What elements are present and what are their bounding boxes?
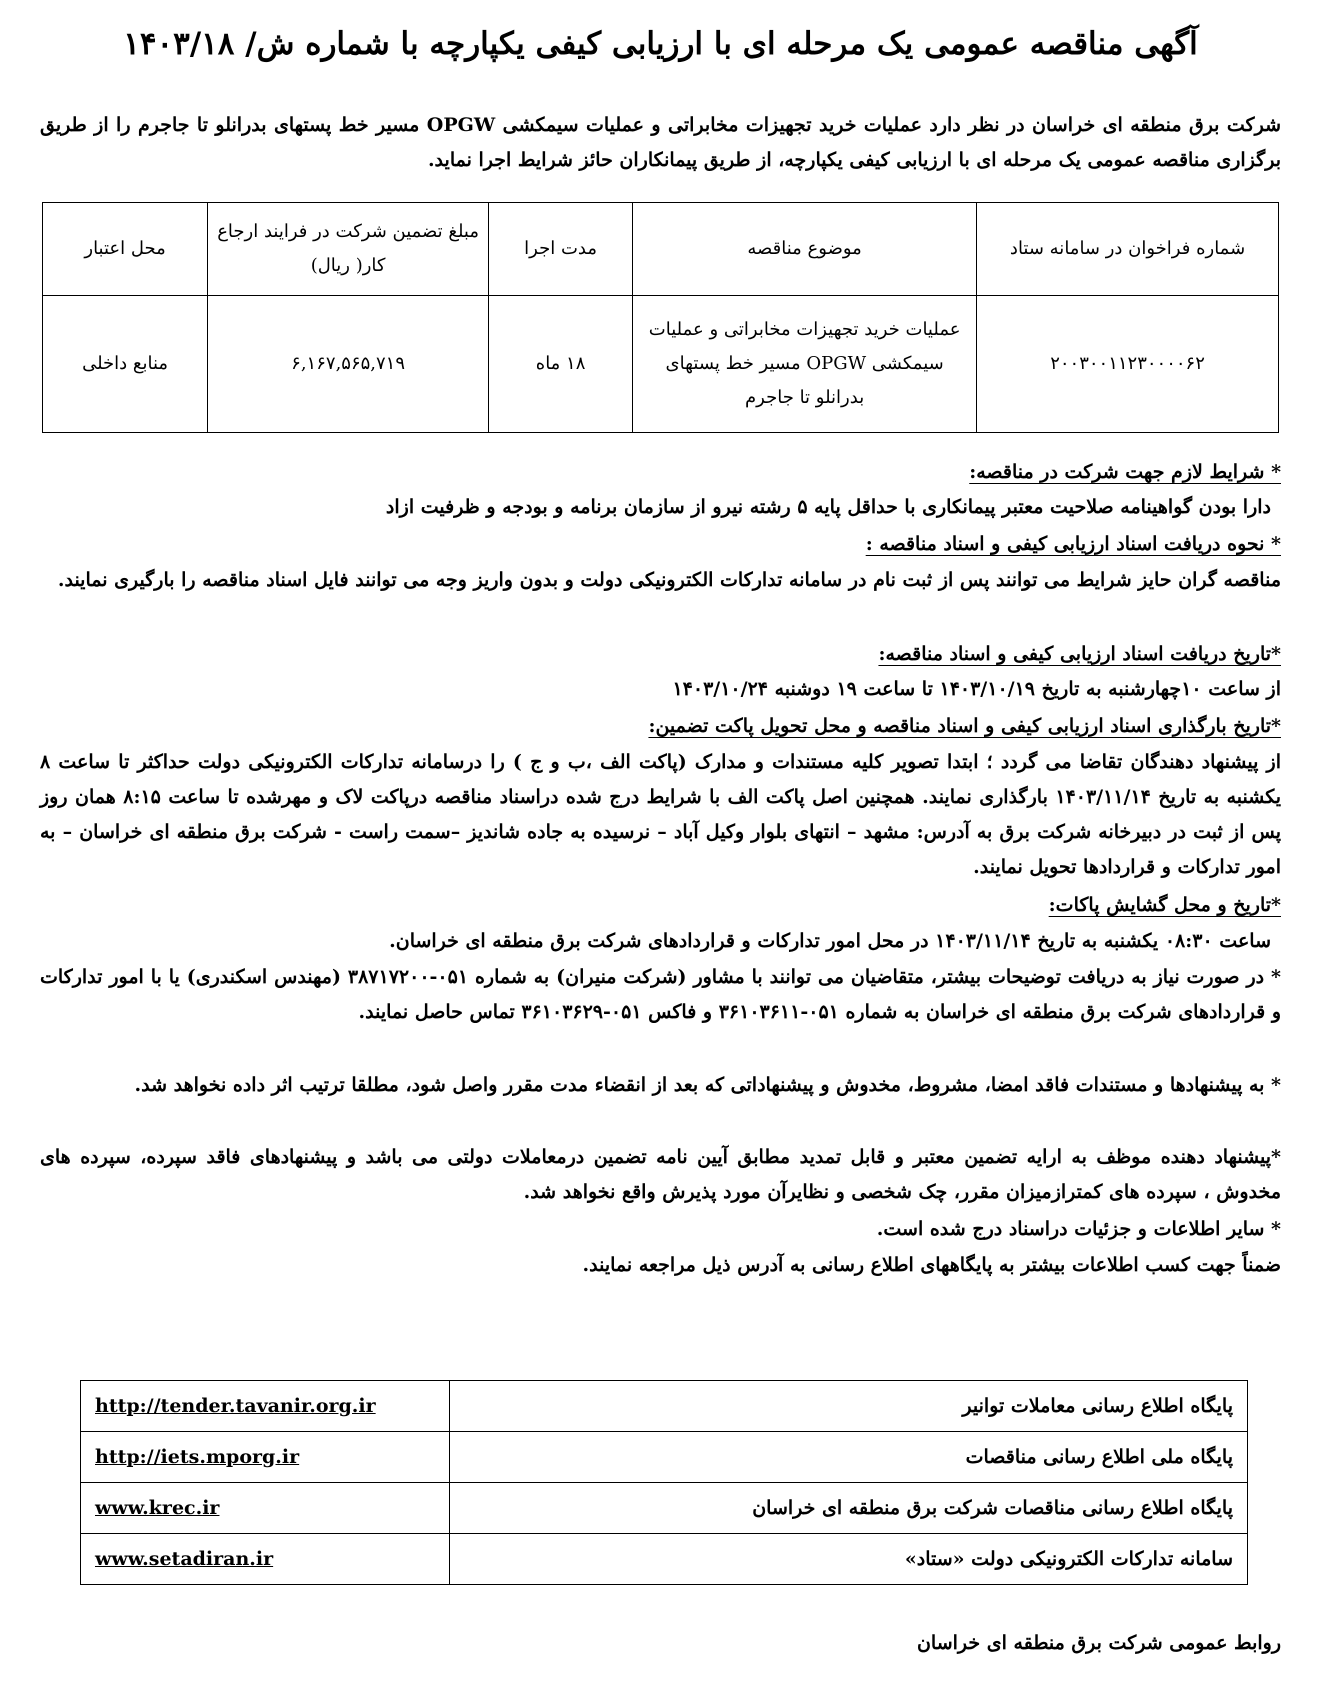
cell-call-number: ۲۰۰۳۰۰۱۱۲۳۰۰۰۰۶۲ xyxy=(977,296,1279,433)
receive-date-body: از ساعت ۱۰چهارشنبه به تاریخ ۱۴۰۳/۱۰/۱۹ تا ساعت ۱۹ دوشنبه ۱۴۰۳/۱۰/۲۴ xyxy=(672,678,1281,700)
requirements-body: دارا بودن گواهینامه صلاحیت معتبر پیمانکاری با حداقل پایه ۵ رشته نیرو از سازمان برنامه و بودجه و ظرفیت ازاد xyxy=(385,496,1271,518)
note-more-info: ضمناً جهت کسب اطلاعات بیشتر به پایگاههای اطلاع رسانی به آدرس ذیل مراجعه نمایند. xyxy=(582,1254,1281,1276)
contact-paragraph: * در صورت نیاز به دریافت توضیحات بیشتر، متقاضیان می توانند با مشاور (شرکت منیران) به شماره ۰۵۱-۳۸۷۱۷۲۰۰ (مهندس اسکندری) یا با امور تدارکات و قراردادهای شرکت برق منطقه ای خراسان به شماره ۰۵۱-۳۶۱۰۳۶۱۱ و فاکس ۰۵۱-۳۶۱۰۳۶۲۹ تماس حاصل نمایند. xyxy=(40,966,1281,1023)
documents-body: مناقصه گران حایز شرایط می توانند پس از ثبت نام در سامانه تدارکات الکترونیکی دولت و بدون واریز وجه می توانند فایل اسناد مناقصه را بارگیری نمایند. xyxy=(57,569,1281,591)
cell-guarantee: ۶,۱۶۷,۵۶۵,۷۱۹ xyxy=(208,296,489,433)
link-name: پایگاه ملی اطلاع رسانی مناقصات xyxy=(450,1432,1248,1483)
cell-duration: ۱۸ ماه xyxy=(489,296,633,433)
header-funding: محل اعتبار xyxy=(43,203,208,296)
header-duration: مدت اجرا xyxy=(489,203,633,296)
opening-body: ساعت ۰۸:۳۰ یکشنبه به تاریخ ۱۴۰۳/۱۱/۱۴ در محل امور تدارکات و قراردادهای شرکت برق منطقه ای خراسان. xyxy=(389,930,1271,952)
note-guarantee: *پیشنهاد دهنده موظف به ارایه تضمین معتبر و قابل تمدید مطابق آیین نامه تضمین درمعاملات دولتی می باشد و پیشنهادهای فاقد سپرده، سپرده های مخدوش ، سپرده های کمترازمیزان مقرر، چک شخصی و نظایرآن مورد پذیرش واقع نخواهد شد. xyxy=(40,1146,1281,1203)
table-row xyxy=(43,296,1279,433)
note-invalid-bids: * به پیشنهادها و مستندات فاقد امضا، مشروط، مخدوش و پیشنهاداتی که بعد از انقضاء مدت مقرر واصل شود، مطلقا ترتیب اثر داده نخواهد شد. xyxy=(134,1074,1281,1096)
tender-table xyxy=(42,202,1279,433)
upload-body: از پیشنهاد دهندگان تقاضا می گردد ؛ ابتدا تصویر کلیه مستندات و مدارک (پاکت الف ،ب و ج ) را درسامانه تدارکات الکترونیکی دولت حداکثر تا ساعت ۸ یکشنبه به تاریخ ۱۴۰۳/۱۱/۱۴ بارگذاری نمایند. همچنین اصل پاکت الف با شرایط درج شده دراسناد مناقصه درپاکت لاک و مهرشده تا ساعت ۸:۱۵ همان روز پس از ثبت در دبیرخانه شرکت برق به آدرس: مشهد – انتهای بلوار وکیل آباد – نرسیده به جاده شاندیز –سمت راست - شرکت برق منطقه ای خراسان – به امور تدارکات و قراردادها تحویل نمایند. xyxy=(40,751,1281,878)
link-name: سامانه تدارکات الکترونیکی دولت «ستاد» xyxy=(450,1534,1248,1585)
notice-title: آگهی مناقصه عمومی یک مرحله ای با ارزیابی کیفی یکپارچه با شماره ش/ ۱۴۰۳/۱۸ xyxy=(123,26,1198,62)
requirements-heading: * شرایط لازم جهت شرکت در مناقصه: xyxy=(969,461,1281,483)
link-url[interactable]: www.krec.ir xyxy=(81,1483,450,1534)
links-table xyxy=(80,1380,1248,1585)
link-row xyxy=(81,1534,1248,1585)
intro-paragraph: شرکت برق منطقه ای خراسان در نظر دارد عملیات خرید تجهیزات مخابراتی و عملیات سیمکشی OPGW مسیر خط پستهای بدرانلو تا جاجرم را از طریق برگزاری مناقصه عمومی یک مرحله ای با ارزیابی کیفی یکپارچه، از طریق پیمانکاران حائز شرایط اجرا نماید. xyxy=(40,114,1282,171)
link-row xyxy=(81,1432,1248,1483)
link-row xyxy=(81,1483,1248,1534)
link-url[interactable]: http://iets.mporg.ir xyxy=(81,1432,450,1483)
link-name: پایگاه اطلاع رسانی معاملات توانیر xyxy=(450,1381,1248,1432)
receive-date-heading: *تاریخ دریافت اسناد ارزیابی کیفی و اسناد مناقصه: xyxy=(878,643,1281,665)
header-guarantee: مبلغ تضمین شرکت در فرایند ارجاع کار( ریال) xyxy=(208,203,489,296)
footer-signature: روابط عمومی شرکت برق منطقه ای خراسان xyxy=(916,1632,1281,1654)
link-name: پایگاه اطلاع رسانی مناقصات شرکت برق منطقه ای خراسان xyxy=(450,1483,1248,1534)
note-details: * سایر اطلاعات و جزئیات دراسناد درج شده است. xyxy=(876,1218,1281,1240)
cell-subject: عملیات خرید تجهیزات مخابراتی و عملیات سیمکشی OPGW مسیر خط پستهای بدرانلو تا جاجرم xyxy=(633,296,977,433)
cell-funding: منابع داخلی xyxy=(43,296,208,433)
upload-heading: *تاریخ بارگذاری اسناد ارزیابی کیفی و اسناد مناقصه و محل تحویل پاکت تضمین: xyxy=(648,715,1281,737)
link-url[interactable]: http://tender.tavanir.org.ir xyxy=(81,1381,450,1432)
link-row xyxy=(81,1381,1248,1432)
table-header-row xyxy=(43,203,1279,296)
opening-heading: *تاریخ و محل گشایش پاکات: xyxy=(1048,894,1281,916)
header-call-number: شماره فراخوان در سامانه ستاد xyxy=(977,203,1279,296)
header-subject: موضوع مناقصه xyxy=(633,203,977,296)
documents-heading: * نحوه دریافت اسناد ارزیابی کیفی و اسناد مناقصه : xyxy=(865,533,1281,555)
link-url[interactable]: www.setadiran.ir xyxy=(81,1534,450,1585)
